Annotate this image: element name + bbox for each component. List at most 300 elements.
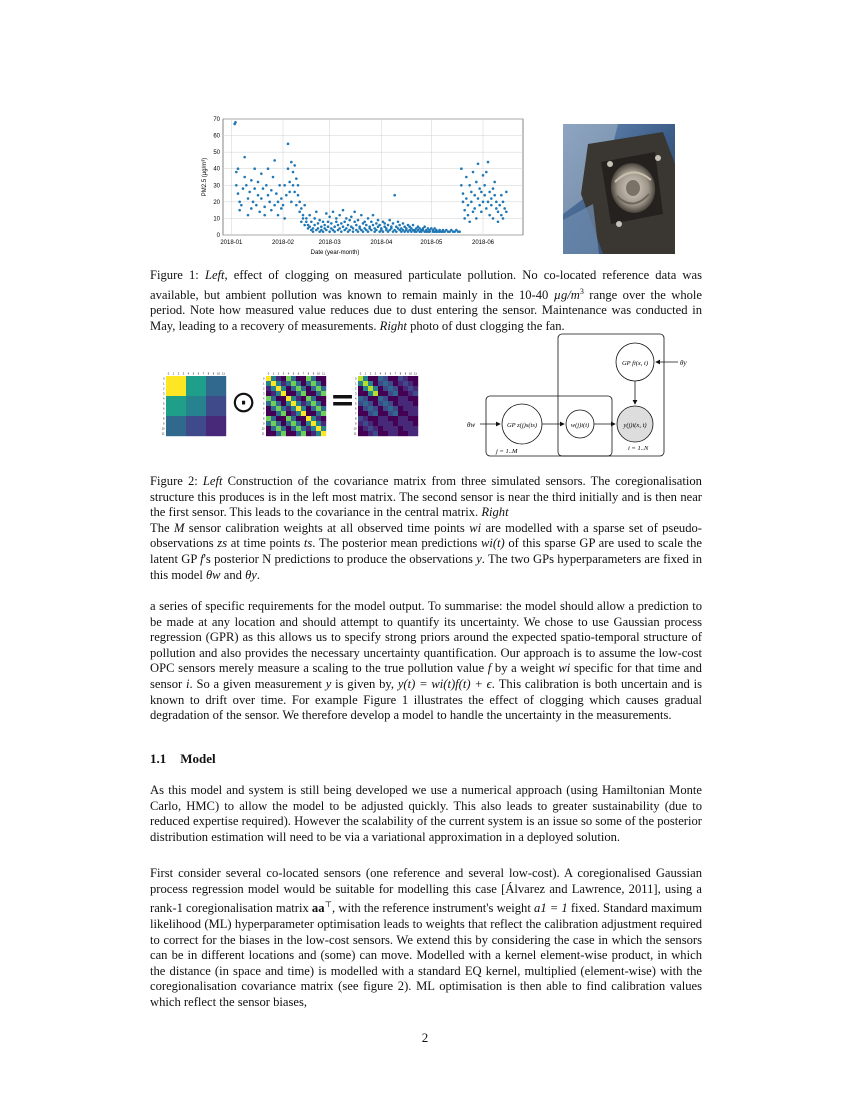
- matrix-tick: 6: [355, 407, 357, 411]
- matrix-tick: 11: [353, 432, 357, 436]
- y-tick-label: 60: [213, 133, 220, 140]
- matrix-tick: 8: [263, 417, 265, 421]
- data-point: [493, 181, 496, 184]
- matrix-tick: 0: [163, 377, 165, 381]
- data-point: [325, 229, 328, 232]
- matrix-tick: 3: [374, 372, 377, 376]
- data-point: [303, 224, 306, 227]
- cov-cell: [393, 426, 398, 431]
- coreg-cell: [191, 376, 196, 381]
- data-point: [357, 219, 360, 222]
- cov-cell: [383, 376, 388, 381]
- cov-cell: [388, 386, 393, 391]
- paragraph-text: a series of specific requirements for the model output. To summarise: the model should allow a prediction to be made at any location and should attempt to quantify its uncertainty. We chose to use Gaussian process regression (GPR) as this allows us to specify strong priors around the expected spatio-temporal structure of pollution and also provides the necessary uncertainty quantification. Our approach is to assume the low-cost OPC sensors merely measure a scaling to the true pollution value: [150, 599, 702, 676]
- data-point: [372, 224, 375, 227]
- kernel-cell: [306, 411, 311, 416]
- cov-cell: [388, 396, 393, 401]
- cov-cell: [388, 376, 393, 381]
- y-axis-label: PM2.5 (µg/m³): [202, 157, 208, 197]
- y-label: y(j)i(x, t): [623, 422, 647, 429]
- cov-cell: [358, 411, 363, 416]
- coreg-cell: [186, 396, 191, 401]
- coreg-cell: [221, 391, 226, 396]
- cov-cell: [358, 376, 363, 381]
- kernel-cell: [271, 431, 276, 436]
- y-tick-label: 70: [213, 117, 220, 123]
- math-theta-w: θw: [205, 567, 221, 582]
- data-point: [393, 194, 396, 197]
- data-point: [480, 211, 483, 214]
- data-point: [497, 211, 500, 214]
- coreg-cell: [166, 426, 171, 431]
- kernel-cell: [271, 406, 276, 411]
- kernel-cell: [276, 421, 281, 426]
- coreg-cell: [201, 411, 206, 416]
- data-point: [503, 207, 506, 210]
- matrix-tick: 5: [192, 372, 195, 376]
- data-point: [234, 121, 237, 124]
- kernel-cell: [266, 376, 271, 381]
- kernel-cell: [291, 406, 296, 411]
- coreg-cell: [221, 421, 226, 426]
- data-point: [360, 214, 363, 217]
- cov-cell: [373, 406, 378, 411]
- paragraph-text: . This calibration is both uncertain and is known to drift over time. For example Figure 1 illustrates the effect of clogging which causes gradual degradation of the sensor. We therefore develop a model to handle the uncertainty in the measurements.: [150, 676, 703, 723]
- cov-cell: [378, 396, 383, 401]
- data-point: [350, 215, 353, 218]
- matrix-tick: 4: [379, 372, 382, 376]
- coreg-cell: [216, 421, 221, 426]
- coreg-cell: [191, 401, 196, 406]
- cov-cell: [373, 411, 378, 416]
- coreg-cell: [206, 396, 211, 401]
- coreg-cell: [216, 376, 221, 381]
- cov-cell: [403, 396, 408, 401]
- cov-cell: [388, 431, 393, 436]
- matrix-tick: 2: [163, 387, 165, 391]
- data-point: [423, 225, 426, 228]
- coreg-cell: [221, 396, 226, 401]
- cov-cell: [383, 411, 388, 416]
- data-point: [385, 227, 388, 230]
- data-point: [245, 184, 248, 187]
- kernel-cell: [286, 376, 291, 381]
- data-point: [273, 204, 276, 207]
- coreg-cell: [196, 406, 201, 411]
- cov-cell: [363, 406, 368, 411]
- data-point: [252, 201, 255, 204]
- kernel-cell: [301, 421, 306, 426]
- data-point: [492, 217, 495, 220]
- data-point: [357, 230, 360, 233]
- paragraph-text: is given by,: [331, 676, 398, 691]
- kernel-cell: [286, 401, 291, 406]
- coreg-cell: [176, 431, 181, 436]
- cov-cell: [408, 406, 413, 411]
- matrix-tick: 4: [355, 397, 357, 401]
- coreg-cell: [166, 431, 171, 436]
- data-point: [288, 181, 291, 184]
- coreg-cell: [171, 386, 176, 391]
- data-point: [478, 187, 481, 190]
- cov-cell: [413, 386, 418, 391]
- kernel-cell: [311, 406, 316, 411]
- cov-cell: [383, 431, 388, 436]
- coreg-cell: [211, 381, 216, 386]
- y-tick-label: 30: [213, 183, 220, 190]
- data-point: [353, 220, 356, 223]
- kernel-cell: [296, 396, 301, 401]
- coreg-cell: [201, 406, 206, 411]
- coreg-cell: [216, 396, 221, 401]
- data-point: [302, 214, 305, 217]
- caption-fragment: sensor calibration weights at all observed time points: [184, 520, 470, 535]
- cov-cell: [398, 381, 403, 386]
- data-point: [462, 201, 465, 204]
- kernel-cell: [306, 396, 311, 401]
- matrix-tick: 5: [292, 372, 295, 376]
- matrix-tick: 8: [399, 372, 402, 376]
- kernel-cell: [316, 426, 321, 431]
- cov-cell: [378, 391, 383, 396]
- matrix-tick: 6: [297, 372, 300, 376]
- data-point: [327, 220, 330, 223]
- coreg-cell: [176, 401, 181, 406]
- data-point: [505, 211, 508, 214]
- matrix-tick: 5: [163, 402, 165, 406]
- data-point: [480, 191, 483, 194]
- data-point: [303, 204, 306, 207]
- cov-cell: [383, 391, 388, 396]
- kernel-cell: [271, 376, 276, 381]
- cov-cell: [373, 421, 378, 426]
- cov-cell: [363, 411, 368, 416]
- data-point: [238, 209, 241, 212]
- cov-cell: [368, 416, 373, 421]
- data-point: [463, 217, 466, 220]
- data-point: [257, 181, 260, 184]
- data-point: [327, 225, 330, 228]
- data-point: [280, 197, 283, 200]
- kernel-cell: [321, 411, 326, 416]
- kernel-cell: [266, 426, 271, 431]
- coreg-cell: [181, 391, 186, 396]
- data-point: [282, 204, 285, 207]
- data-point: [298, 211, 301, 214]
- math-wi: wi: [469, 520, 482, 535]
- cov-cell: [408, 396, 413, 401]
- data-point: [352, 230, 355, 233]
- data-point: [270, 189, 273, 192]
- cov-cell: [388, 406, 393, 411]
- coreg-cell: [196, 396, 201, 401]
- kernel-cell: [286, 426, 291, 431]
- cov-cell: [358, 391, 363, 396]
- data-point: [390, 225, 393, 228]
- coreg-cell: [171, 391, 176, 396]
- data-point: [458, 230, 461, 233]
- coreg-cell: [206, 416, 211, 421]
- data-point: [268, 201, 271, 204]
- data-point: [487, 201, 490, 204]
- section-title: Model: [180, 751, 216, 766]
- plot-area: [223, 119, 523, 235]
- paragraph-text: by a weight: [491, 661, 559, 676]
- data-point: [305, 217, 308, 220]
- matrix-tick: 9: [263, 422, 265, 426]
- kernel-cell: [301, 416, 306, 421]
- data-point: [502, 217, 505, 220]
- plate-i-label: i = 1..N: [628, 445, 649, 452]
- coreg-cell: [211, 396, 216, 401]
- kernel-cell: [266, 401, 271, 406]
- kernel-cell: [306, 406, 311, 411]
- data-point: [467, 214, 470, 217]
- data-point: [493, 194, 496, 197]
- data-point: [488, 191, 491, 194]
- figure-1-text-3: photo of dust clogging the fan.: [406, 318, 565, 333]
- coreg-cell: [206, 386, 211, 391]
- data-point: [308, 214, 311, 217]
- kernel-cell: [316, 416, 321, 421]
- kernel-cell: [281, 381, 286, 386]
- matrix-tick: 8: [207, 372, 210, 376]
- x-tick-label: 2018-06: [471, 240, 495, 246]
- cov-cell: [398, 416, 403, 421]
- data-point: [395, 230, 398, 233]
- coreg-cell: [221, 401, 226, 406]
- data-point: [345, 217, 348, 220]
- matrix-tick: 3: [355, 392, 357, 396]
- cov-cell: [393, 401, 398, 406]
- cov-cell: [358, 386, 363, 391]
- coreg-cell: [171, 396, 176, 401]
- coreg-cell: [171, 406, 176, 411]
- cov-cell: [403, 376, 408, 381]
- data-point: [293, 164, 296, 167]
- coreg-cell: [216, 411, 221, 416]
- coreg-cell: [201, 421, 206, 426]
- data-point: [478, 204, 481, 207]
- coreg-cell: [176, 376, 181, 381]
- y-tick-label: 50: [213, 150, 220, 157]
- matrix-tick: 2: [369, 372, 372, 376]
- data-point: [312, 227, 315, 230]
- kernel-cell: [286, 416, 291, 421]
- cov-cell: [413, 391, 418, 396]
- cov-cell: [393, 411, 398, 416]
- coreg-cell: [211, 406, 216, 411]
- data-point: [397, 220, 400, 223]
- coreg-cell: [206, 376, 211, 381]
- paragraph-text: , with the reference instrument's weight: [332, 901, 535, 916]
- data-point: [333, 225, 336, 228]
- matrix-tick: 1: [364, 372, 367, 376]
- kernel-cell: [321, 396, 326, 401]
- cov-cell: [363, 431, 368, 436]
- coreg-cell: [211, 391, 216, 396]
- data-point: [335, 220, 338, 223]
- pm25-scatter-chart: [196, 110, 532, 260]
- kernel-cell: [271, 426, 276, 431]
- caption-fragment: . The two GPs hyperparameters are fixed in this model: [150, 551, 703, 582]
- cov-cell: [403, 401, 408, 406]
- data-point: [237, 192, 240, 195]
- cov-cell: [373, 431, 378, 436]
- data-point: [248, 191, 251, 194]
- section-heading: [150, 751, 216, 767]
- cov-cell: [368, 426, 373, 431]
- x-tick-label: 2018-01: [220, 240, 243, 246]
- data-point: [253, 167, 256, 170]
- cov-cell: [368, 396, 373, 401]
- data-point: [488, 214, 491, 217]
- matrix-tick: 2: [355, 387, 357, 391]
- cov-cell: [358, 421, 363, 426]
- coreg-cell: [221, 386, 226, 391]
- matrix-tick: 5: [263, 402, 265, 406]
- caption-fragment: at time points: [227, 536, 304, 551]
- kernel-cell: [281, 406, 286, 411]
- cov-cell: [388, 381, 393, 386]
- kernel-cell: [316, 406, 321, 411]
- data-point: [243, 156, 246, 159]
- matrix-tick: 0: [167, 372, 170, 376]
- math-m: M: [173, 520, 185, 535]
- kernel-cell: [276, 416, 281, 421]
- x-tick-label: 2018-02: [271, 240, 295, 246]
- coreg-cell: [201, 391, 206, 396]
- coreg-cell: [201, 426, 206, 431]
- data-point: [353, 211, 356, 214]
- data-point: [305, 220, 308, 223]
- data-point: [460, 184, 463, 187]
- cov-cell: [363, 391, 368, 396]
- kernel-cell: [281, 401, 286, 406]
- kernel-cell: [286, 396, 291, 401]
- math-aa: aa: [311, 901, 325, 916]
- matrix-tick: 10: [217, 372, 220, 376]
- data-point: [275, 192, 278, 195]
- kernel-cell: [301, 411, 306, 416]
- data-point: [293, 191, 296, 194]
- coreg-cell: [186, 376, 191, 381]
- data-point: [465, 197, 468, 200]
- coreg-cell: [166, 391, 171, 396]
- cov-cell: [368, 401, 373, 406]
- cov-cell: [358, 426, 363, 431]
- figure-1-left-word: Left: [204, 268, 225, 282]
- kernel-cell: [301, 381, 306, 386]
- kernel-cell: [271, 416, 276, 421]
- cov-cell: [363, 386, 368, 391]
- kernel-cell: [321, 421, 326, 426]
- cov-cell: [398, 396, 403, 401]
- data-point: [258, 211, 261, 214]
- coreg-cell: [196, 381, 201, 386]
- caption-fragment: are modelled with a sparse set of pseudo-observations: [150, 520, 702, 551]
- matrix-tick: 4: [287, 372, 290, 376]
- coreg-cell: [166, 421, 171, 426]
- cov-cell: [398, 431, 403, 436]
- data-point: [468, 184, 471, 187]
- math-f: f: [487, 661, 492, 676]
- matrix-tick: 6: [163, 407, 165, 411]
- coreg-cell: [181, 406, 186, 411]
- kernel-cell: [321, 381, 326, 386]
- coreg-cell: [171, 381, 176, 386]
- coreg-cell: [221, 416, 226, 421]
- math-zs: zs: [217, 536, 228, 551]
- cov-cell: [408, 381, 413, 386]
- cov-cell: [403, 386, 408, 391]
- matrix-tick: 1: [172, 372, 175, 376]
- data-point: [273, 159, 276, 162]
- cov-cell: [373, 396, 378, 401]
- data-point: [322, 220, 325, 223]
- data-point: [267, 167, 270, 170]
- cov-cell: [368, 411, 373, 416]
- coreg-cell: [201, 401, 206, 406]
- caption-fragment: The: [150, 520, 174, 535]
- coreg-cell: [191, 386, 196, 391]
- kernel-cell: [291, 431, 296, 436]
- data-point: [335, 217, 338, 220]
- data-point: [345, 227, 348, 230]
- coreg-cell: [206, 406, 211, 411]
- kernel-cell: [281, 421, 286, 426]
- kernel-cell: [321, 426, 326, 431]
- data-point: [355, 224, 358, 227]
- x-axis-label: Date (year-month): [310, 250, 360, 256]
- kernel-cell: [306, 376, 311, 381]
- data-point: [372, 214, 375, 217]
- cov-cell: [358, 406, 363, 411]
- data-point: [348, 229, 351, 232]
- data-point: [263, 214, 266, 217]
- data-point: [263, 206, 266, 209]
- data-point: [265, 184, 268, 187]
- matrix-tick: 10: [353, 427, 357, 431]
- cov-cell: [378, 431, 383, 436]
- cov-cell: [363, 396, 368, 401]
- coreg-cell: [191, 391, 196, 396]
- cov-cell: [358, 416, 363, 421]
- coreg-cell: [171, 416, 176, 421]
- matrix-tick: 7: [163, 412, 165, 416]
- data-point: [498, 204, 501, 207]
- cov-cell: [403, 421, 408, 426]
- math-y: y: [325, 676, 332, 691]
- coreg-cell: [211, 386, 216, 391]
- kernel-cell: [301, 401, 306, 406]
- cov-cell: [393, 391, 398, 396]
- kernel-cell: [271, 386, 276, 391]
- data-point: [317, 227, 320, 230]
- cov-cell: [413, 421, 418, 426]
- data-point: [285, 194, 288, 197]
- kernel-cell: [321, 391, 326, 396]
- data-point: [487, 161, 490, 164]
- kernel-cell: [286, 421, 291, 426]
- kernel-cell: [281, 431, 286, 436]
- matrix-tick: 2: [277, 372, 280, 376]
- matrix-tick: 11: [322, 372, 325, 376]
- coreg-cell: [191, 416, 196, 421]
- cov-cell: [363, 376, 368, 381]
- data-point: [250, 179, 253, 182]
- coreg-cell: [211, 411, 216, 416]
